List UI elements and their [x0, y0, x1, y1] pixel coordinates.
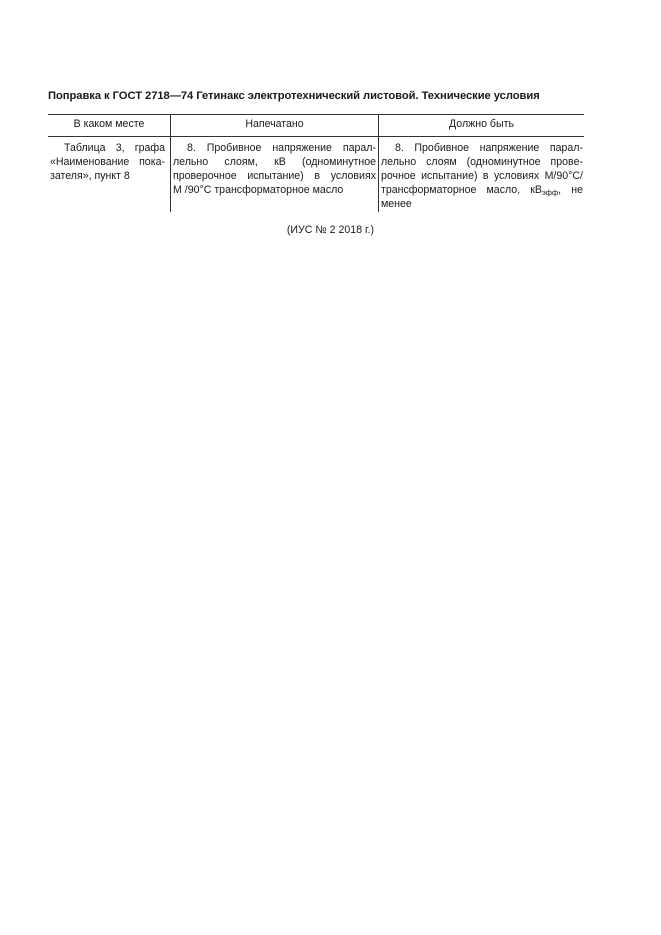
printed-line: М /90°С трансформаторное масло [173, 184, 344, 196]
should-be-line: лельно слоям (одноминутное прове- [381, 156, 583, 168]
place-line: «Наименование пока- [50, 156, 165, 168]
table-header-rule [48, 136, 584, 137]
printed-line: проверочное испытание) в условиях [173, 170, 376, 182]
place-line: Таблица 3, графа [64, 142, 165, 154]
header-place: В каком месте [73, 118, 145, 130]
should-be-line: рочное испытание) в условиях М/90°С/ [381, 170, 583, 182]
cell-should-be [381, 141, 583, 211]
printed-line: 8. Пробивное напряжение парал- [187, 142, 376, 154]
should-be-text: трансформаторное масло, кВ [381, 184, 542, 196]
should-be-line: 8. Пробивное напряжение парал- [395, 142, 583, 154]
header-printed: Напечатано [245, 118, 304, 130]
should-be-line: менее [381, 198, 412, 210]
cell-printed [173, 141, 376, 197]
header-should-be: Должно быть [449, 118, 514, 130]
unit-subscript: эфф [541, 188, 559, 197]
place-line: зателя», пункт 8 [50, 170, 130, 182]
cell-place [50, 141, 165, 183]
table-top-rule [48, 114, 584, 115]
should-be-line-unit [381, 183, 583, 197]
document-title: Поправка к ГОСТ 2718—74 Гетинакс электротехнический листовой. Технические условия [48, 90, 540, 102]
source-note: (ИУС № 2 2018 г.) [286, 224, 375, 236]
should-be-suffix: , не [558, 184, 583, 196]
printed-line: лельно слоям, кВ (одноминутное [173, 156, 376, 168]
